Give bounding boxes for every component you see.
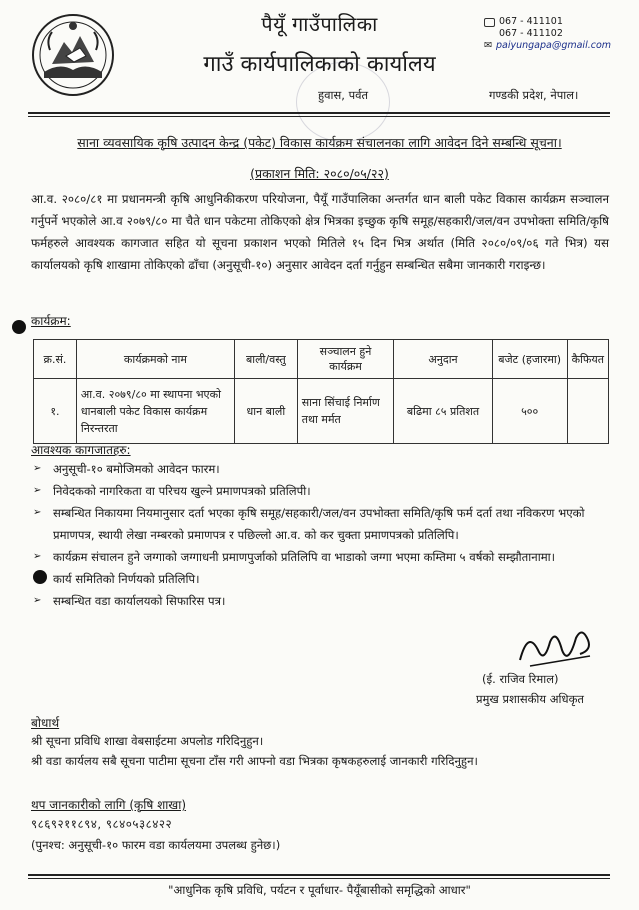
column-header: बाली/वस्तु (234, 340, 297, 379)
list-item: कार्य समितिको निर्णयको प्रतिलिपि। (31, 568, 613, 590)
column-header: बजेट (हजारमा) (492, 340, 567, 379)
arrow-bullet-icon: ➢ (33, 507, 42, 518)
bodharth-line: श्री वडा कार्यलय सबै सूचना पाटीमा सूचना टाँस गरी आफ्नो वडा भित्रका कृषकहरुलाई जानकारी गरिदिनुहुन। (31, 754, 478, 768)
program-table (33, 339, 609, 444)
cell-grant: बढिमा ८५ प्रतिशत (394, 379, 492, 444)
column-header: क्र.सं. (34, 340, 77, 379)
table-row (34, 379, 609, 444)
phone-1: 067 - 411101 (499, 16, 563, 27)
email-icon: ✉ (484, 40, 492, 51)
handwritten-signature (510, 620, 600, 678)
email-address: paiyungapa@gmail.com (495, 40, 612, 51)
column-header: अनुदान (394, 340, 492, 379)
cell-remarks (567, 379, 608, 444)
postscript-note: (पुनश्च: अनुसूची-१० फारम वडा कार्यलयमा उपलब्ध हुनेछ।) (31, 838, 281, 852)
notice-title: साना व्यवसायिक कृषि उत्पादन केन्द्र (पकेट) विकास कार्यक्रम संचालनका लागि आवेदन दिने सम्बन्धि सूचना। (77, 135, 562, 150)
list-item: ➢ सम्बन्धित वडा कार्यालयको सिफारिस पत्र। (31, 590, 613, 612)
signatory-name: (ई. राजिव रिमाल) (482, 672, 559, 686)
column-header: कैफियत (567, 340, 608, 379)
arrow-bullet-icon: ➢ (33, 463, 42, 474)
footer-divider (28, 874, 610, 876)
bodharth-line: श्री सूचना प्रविधि शाखा वेबसाईटमा अपलोड गरिदिनुहुन। (31, 734, 264, 748)
footer-divider-thin (28, 878, 610, 879)
column-header: सञ्चालन हुने कार्यक्रम (297, 340, 394, 379)
header-divider-thin (28, 116, 610, 117)
cell-program-name: आ.व. २०७९/८० मा स्थापना भएको धानबाली पकेट विकास कार्यक्रम निरन्तरता (76, 379, 234, 444)
address-local: हुवास, पर्वत (318, 88, 369, 102)
cell-serial: १. (34, 379, 77, 444)
arrow-bullet-icon: ➢ (33, 485, 42, 496)
notice-body: आ.व. २०८०/८१ मा प्रधानमन्त्री कृषि आधुनिकीकरण परियोजना, पैयूँ गाउँपालिका अन्तर्गत धान बाली पकेट विकास कार्यक्रम सञ्चालन गर्नुपर्ने भएकोले आ.व २०७९/८० मा चैते धान पकेटमा तोकिएको क्षेत्र भित्रका इच्छुक कृषि समूह/सहकारी/जल/वन उपभोक्ता समिति/कृषि फर्महरुले आवश्यक कागजात सहित यो सूचना प्रकाशन भएको मितिले १५ दिन भित्र अर्थात (मिति २०८०/०९/०६ गते भित्र) यस कार्यालयको कृषि शाखामा तोकिएको ढाँचा (अनुसूची-१०) अनुसार आवेदन दर्ता गर्नुहुन सम्बन्धित सबैमा जानकारी गराइन्छ। (31, 192, 609, 272)
punch-hole-mark (33, 570, 47, 584)
list-item: ➢ कार्यक्रम संचालन हुने जग्गाको जग्गाधनी प्रमाणपुर्जाको प्रतिलिपि वा भाडाको जग्गा भएमा कम्तिमा ५ वर्षको सम्झौतानामा। (31, 546, 613, 568)
address-province: गण्डकी प्रदेश, नेपाल। (489, 88, 579, 102)
program-heading: कार्यक्रम: (31, 314, 71, 328)
footer-slogan: "आधुनिक कृषि प्रविधि, पर्यटन र पूर्वाधार- पैयूँबासीको समृद्धिको आधार" (168, 883, 471, 897)
cell-activity: साना सिंचाई निर्माण तथा मर्मत (297, 379, 394, 444)
bodharth-heading: बोधार्थ (31, 716, 60, 730)
phone-2: 067 - 411102 (499, 28, 563, 39)
punch-hole-mark (12, 320, 26, 334)
column-header: कार्यक्रमको नाम (76, 340, 234, 379)
header-divider (28, 112, 610, 114)
documents-list (31, 458, 613, 612)
phone-icon (484, 18, 495, 27)
cell-budget: ५०० (492, 379, 567, 444)
office-subtitle: गाउँ कार्यपालिकाको कार्यालय (203, 52, 436, 77)
documents-heading: आवश्यक कागजातहरु: (31, 443, 131, 457)
contact-block (484, 16, 611, 52)
signatory-title: प्रमुख प्रशासकीय अधिकृत (476, 692, 584, 706)
office-name: पैयूँ गाउँपालिका (261, 12, 378, 36)
cell-crop: धान बाली (234, 379, 297, 444)
list-item: ➢ निवेदकको नागरिकता वा परिचय खुल्ने प्रमाणपत्रको प्रतिलिपी। (31, 480, 613, 502)
publication-date: (प्रकाशन मिति: २०८०/०५/२२) (250, 166, 389, 181)
list-item: ➢ अनुसूची-१० बमोजिमको आवेदन फारम। (31, 458, 613, 480)
contact-phones: ९८६९२११८९४, ९८४०५३८४२२ (31, 817, 173, 831)
arrow-bullet-icon: ➢ (33, 595, 42, 606)
more-info-heading: थप जानकारीको लागि (कृषि शाखा) (31, 798, 187, 812)
list-item: ➢ सम्बन्धित निकायमा नियमानुसार दर्ता भएका कृषि समूह/सहकारी/जल/वन उपभोक्ता समिति/कृषि फर्म दर्ता तथा नविकरण भएको प्रमाणपत्र, स्थायी लेखा नम्बरको प्रमाणपत्र र पछिल्लो आ.व. को कर चुक्ता प्रमाणपत्रको प्रतिलिपि। (31, 502, 613, 546)
table-header-row (34, 340, 609, 379)
arrow-bullet-icon: ➢ (33, 551, 42, 562)
